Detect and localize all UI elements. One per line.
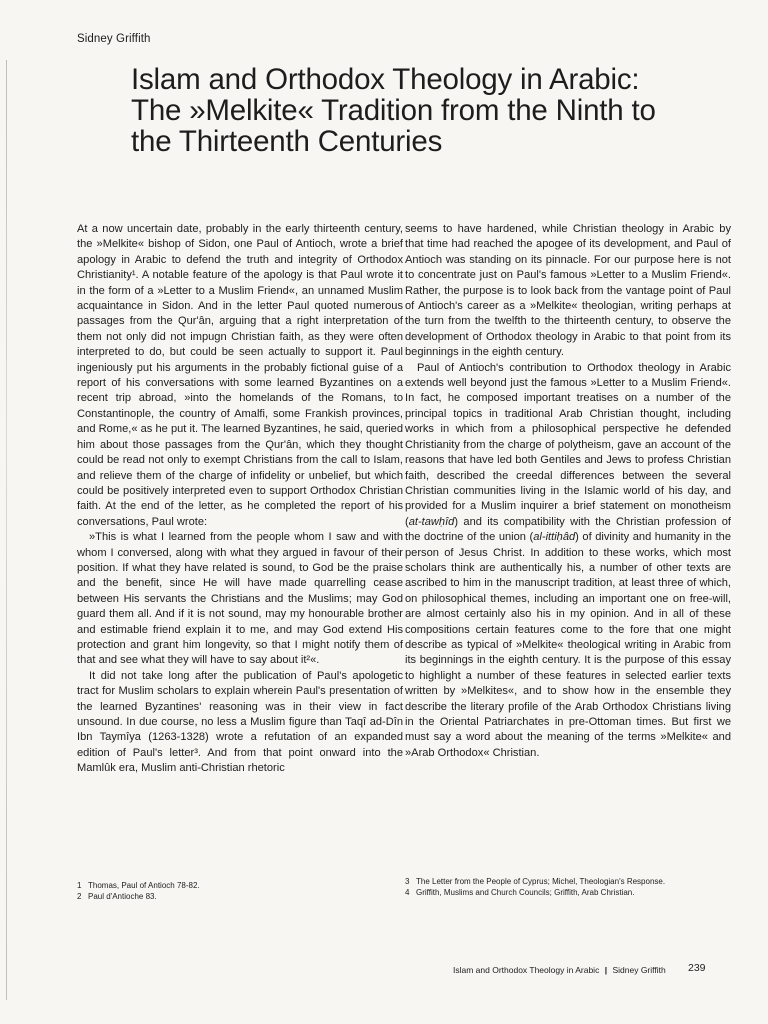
title-line: The »Melkite« Tradition from the Ninth to [131, 94, 656, 127]
footnote-number: 4 [405, 887, 410, 897]
footnote [77, 881, 377, 892]
quotation-paragraph: »This is what I learned from the people whom I saw and with whom I conversed, along with what they argued in favour of their position. If what they have related is sound, to God be the praise and the benefit, since He will have made quarrelling cease between His servants the Christians and the Muslims; may God guard them all. And if it is not sound, may my honourable brother and estimable friend explain it to me, and may God extend His protection and grant him longevity, so that I might notify them of that and see what they will have to say about it²«. [77, 531, 403, 667]
footnote-text: Griffith, Muslims and Church Councils; Griffith, Arab Christian. [416, 887, 635, 897]
footer-separator: | [604, 965, 608, 975]
paragraph [405, 361, 731, 762]
paragraph-text: ) of divinity and humanity in the person of Jesus Christ. In addition to these works, which most scholars think are authentically his, a number of other texts are ascribed to him in the manuscript tradition, at least three of which, on philosophical themes, including an important one on free-will, are almost certainly also his in my opinion. And in all of these compositions certain features come to the fore that one might describe as typical of »Melkite« theological writing in Arabic from its beginnings in the eighth century. It is the purpose of this essay to highlight a number of these features in selected earlier texts written by »Melkites«, and to show how in the ensemble they describe the literary profile of the Arab Orthodox Christians living in the Oriental Patriarchates in pre-Ottoman times. But first we must say a word about the meaning of the terms »Melkite« and »Arab Orthodox« Christian. [405, 531, 731, 759]
footnote-number: 2 [77, 891, 82, 901]
footnote-number: 3 [405, 877, 410, 886]
footnotes-left [77, 881, 377, 902]
scan-edge-line [6, 60, 7, 1000]
running-title: Islam and Orthodox Theology in Arabic [453, 965, 600, 975]
paragraph-text: ) and its compatibility with the Christian profession of the doctrine of the union ( [405, 515, 731, 544]
title-line: the Thirteenth Centuries [131, 125, 443, 158]
right-column [405, 222, 731, 761]
footnote-text: Paul d'Antioche 83. [88, 891, 157, 901]
footnote [405, 888, 735, 899]
footnote [405, 877, 735, 888]
footnote [77, 892, 377, 903]
running-footer [453, 965, 666, 975]
arabic-term: at-tawḥîd [408, 515, 455, 528]
arabic-term: al-ittiḥâd [533, 531, 576, 544]
footnote-text: The Letter from the People of Cyprus; Michel, Theologian's Response. [416, 877, 666, 886]
author-name: Sidney Griffith [77, 33, 151, 45]
paragraph: seems to have hardened, while Christian theology in Arabic by that time had reached the apogee of its development, and Paul of Antioch was standing on its pinnacle. For our purpose here is not to concentrate just on Paul's famous »Letter to a Muslim Friend«. Rather, the purpose is to look back from the vantage point of Paul of Antioch's career as a »Melkite« theologian, writing perhaps at the turn from the twelfth to the thirteenth century, to observe the development of Orthodox theology in Arabic to that point from its beginnings in the eighth century. [405, 223, 731, 359]
title-line: Islam and Orthodox Theology in Arabic: [131, 63, 640, 96]
page-number: 239 [688, 962, 706, 974]
footnote-number: 1 [77, 881, 82, 890]
footnote-text: Thomas, Paul of Antioch 78-82. [88, 881, 200, 890]
left-column [77, 222, 403, 777]
paragraph: It did not take long after the publication of Paul's apologetic tract for Muslim scholars to explain wherein Paul's presentation of the learned Byzantines' reasoning was in their view in fact unsound. In due course, no less a Muslim figure than Taqî ad-Dîn Ibn Taymîya (1263-1328) wrote a refutation of an expanded edition of Paul's letter³. And from that point onward into the Mamlûk era, Muslim anti-Christian rhetoric [77, 669, 403, 775]
paragraph: At a now uncertain date, probably in the early thirteenth century, the »Melkite« bishop of Sidon, one Paul of Antioch, wrote a brief apology in Arabic to defend the truth and integrity of Orthodox Christianity¹. A notable feature of the apology is that Paul wrote it in the form of a »Letter to a Muslim Friend«, an unnamed Muslim acquaintance in Sidon. And in the letter Paul quoted numerous passages from the Qur'ân, arguing that a right interpretation of them not only did not impugn Christian faith, as they were often interpreted to do, but could be seen actually to support it. Paul ingeniously put his arguments in the probably fictional guise of a report of his conversations with some learned Byzantines on a recent trip abroad, »into the homelands of the Romans, to Constantinople, the country of Amalfi, some Frankish provinces, and Rome,« as he put it. The learned Byzantines, he said, queried him about those passages from the Qur'ân, which they thought could be read not only to exempt Christians from the call to Islam, and relieve them of the charge of infidelity or unbelief, but which could be positively interpreted even to support Orthodox Christian faith. At the end of the letter, as he completed the report of his conversations, Paul wrote: [77, 223, 403, 528]
article-title [131, 64, 731, 157]
footnotes-right [405, 877, 735, 898]
paragraph-text: Paul of Antioch's contribution to Orthodox theology in Arabic extends well beyond just the famous »Letter to a Muslim Friend«. In fact, he composed important treatises on a number of the principal topics in traditional Arab Christian thought, including works in which from a philosophical perspective he defended Christianity from the charge of polytheism, gave an account of the reasons that have led both Gentiles and Jews to profess Christian faith, described the creedal differences between the several Christian communities living in the Islamic world of his day, and provided for a Muslim inquirer a brief statement on monotheism ( [405, 361, 731, 528]
running-author: Sidney Griffith [612, 965, 666, 975]
